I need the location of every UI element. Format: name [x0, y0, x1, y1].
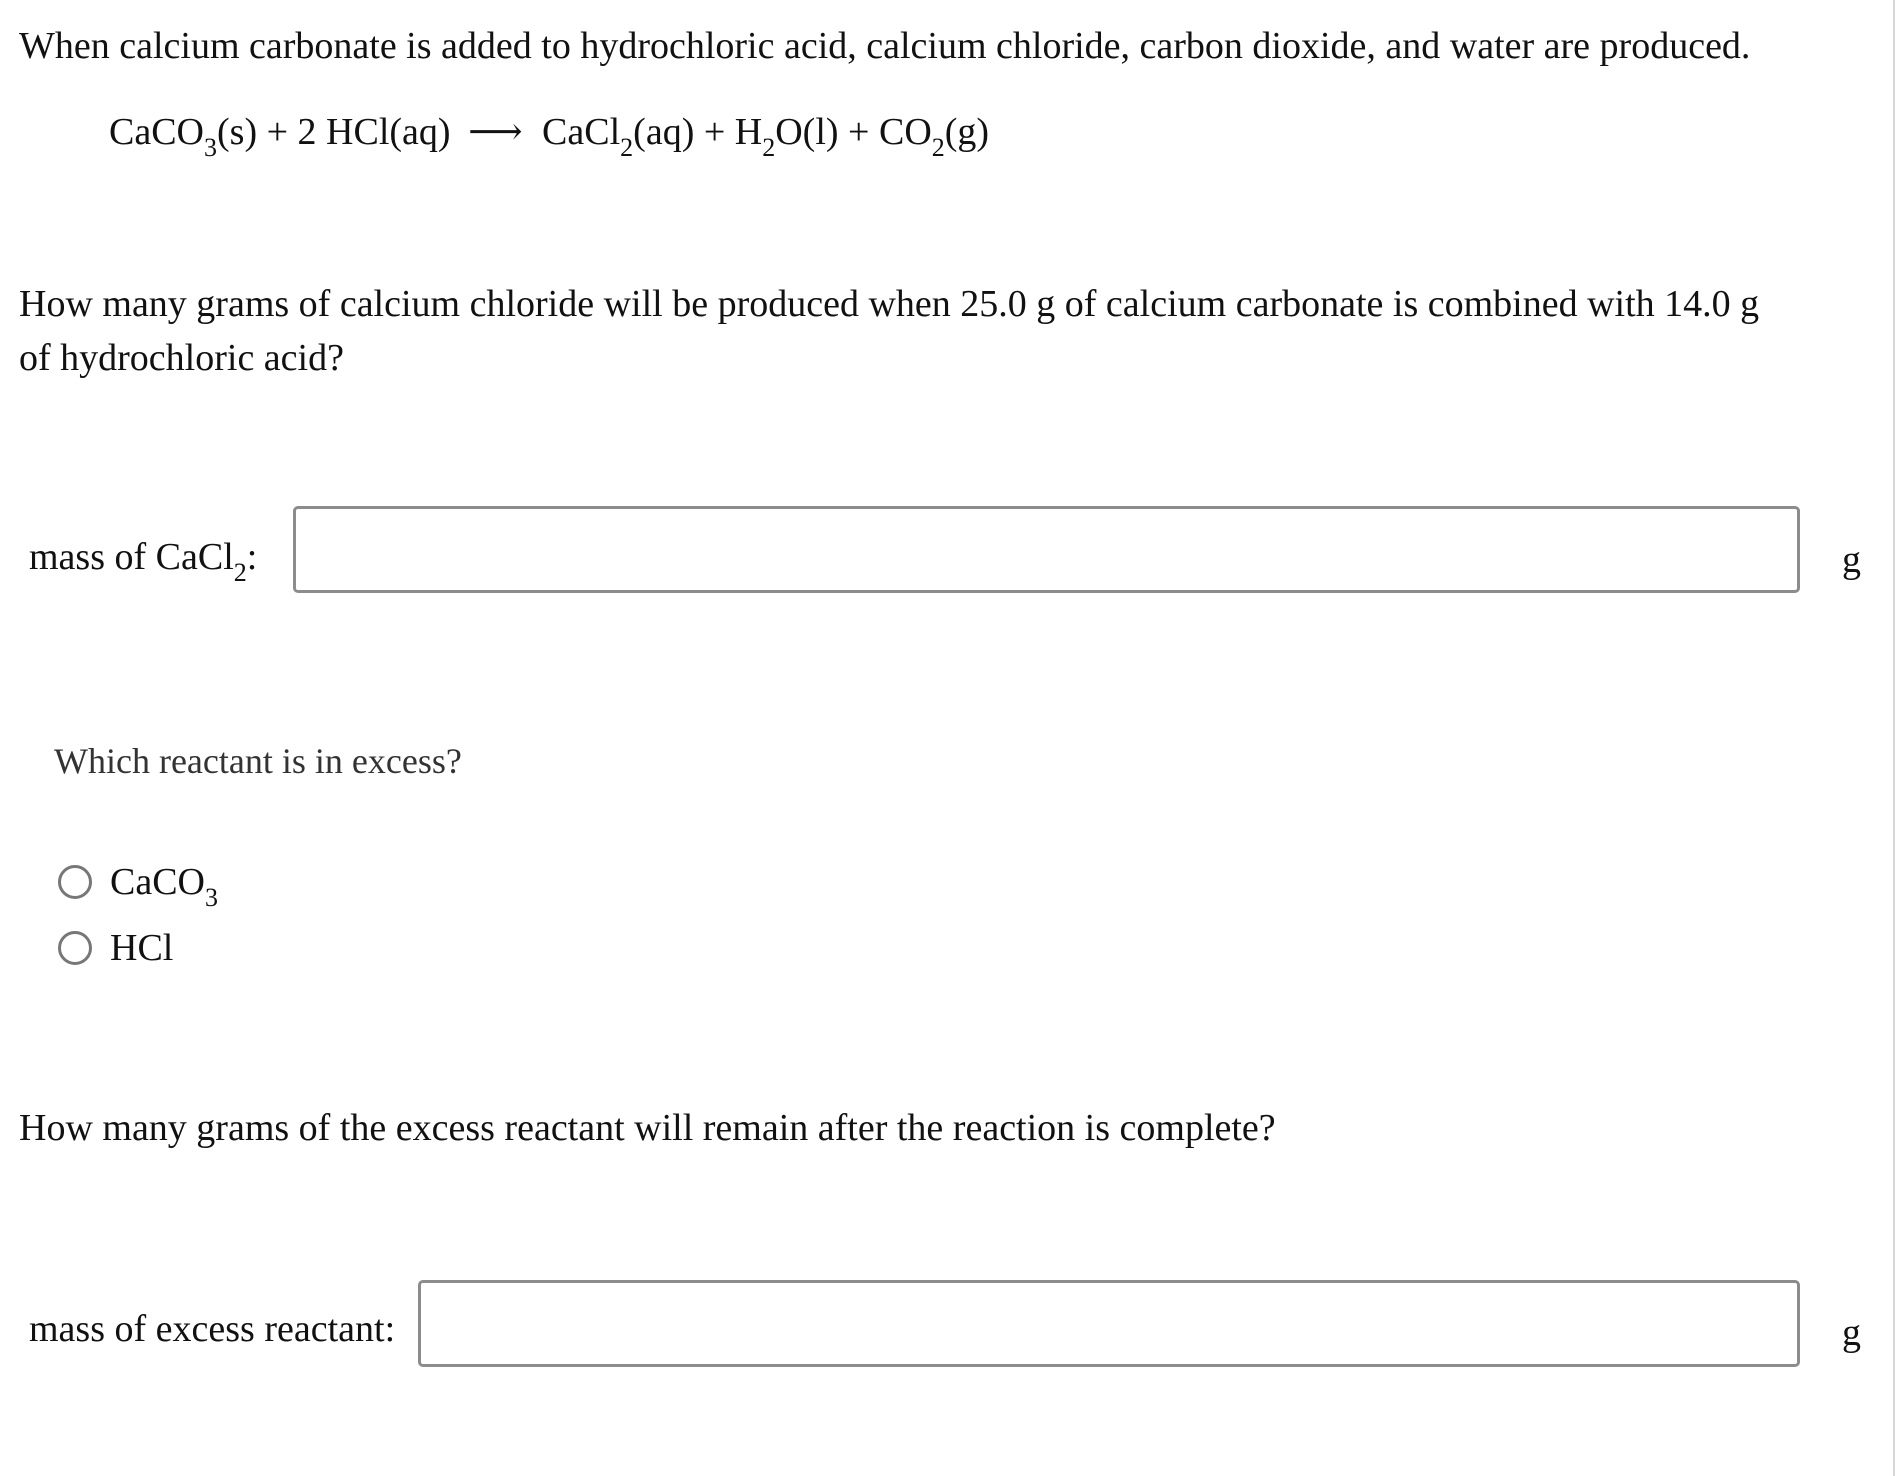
excess-reactant-question: Which reactant is in excess? — [54, 741, 462, 781]
equation-product-water-co2: O(l) + CO — [775, 111, 932, 153]
radio-option-label — [110, 856, 218, 912]
radio-button-icon[interactable] — [58, 931, 92, 965]
equation-subscript: 2 — [931, 133, 945, 162]
mass-excess-input[interactable] — [418, 1280, 1800, 1367]
equation-subscript: 2 — [620, 133, 634, 162]
mass-cacl2-input[interactable] — [293, 506, 1800, 593]
radio-option-text: CaCO — [110, 861, 205, 903]
chemical-equation — [109, 106, 990, 162]
equation-reactants-rest: (s) + 2 HCl(aq) — [217, 111, 451, 153]
equation-product-state: (g) — [944, 111, 990, 153]
mass-cacl2-unit: g — [1842, 539, 1861, 581]
page-right-border — [1893, 0, 1895, 1476]
reaction-arrow-icon: ⟶ — [468, 111, 523, 153]
radio-option-hcl[interactable] — [58, 922, 173, 974]
question-excess-remaining: How many grams of the excess reactant will remain after the reaction is complete? — [19, 1107, 1276, 1149]
equation-reactant-caco3: CaCO — [109, 111, 204, 153]
equation-subscript: 2 — [762, 133, 776, 162]
mass-cacl2-label-subscript: 2 — [233, 558, 247, 587]
mass-excess-label: mass of excess reactant: — [29, 1308, 396, 1350]
radio-button-icon[interactable] — [58, 865, 92, 899]
question-cacl2-mass: How many grams of calcium chloride will be produced when 25.0 g of calcium carbonate is combined with 14.0 g of hydrochloric acid? — [19, 283, 1760, 379]
radio-option-text: HCl — [110, 927, 174, 969]
equation-product-rest: (aq) + H — [633, 111, 763, 153]
mass-cacl2-label-colon: : — [246, 536, 258, 578]
radio-option-subscript: 3 — [205, 883, 218, 912]
mass-cacl2-label-text: mass of CaCl — [29, 536, 234, 578]
radio-option-label — [110, 922, 173, 974]
equation-product-cacl2: CaCl — [542, 111, 621, 153]
equation-subscript: 3 — [204, 133, 217, 162]
mass-cacl2-label — [29, 531, 258, 587]
problem-intro-text: When calcium carbonate is added to hydrochloric acid, calcium chloride, carbon dioxide, and water are produced. — [19, 25, 1751, 67]
radio-option-caco3[interactable] — [58, 856, 218, 912]
mass-excess-unit: g — [1842, 1312, 1861, 1354]
